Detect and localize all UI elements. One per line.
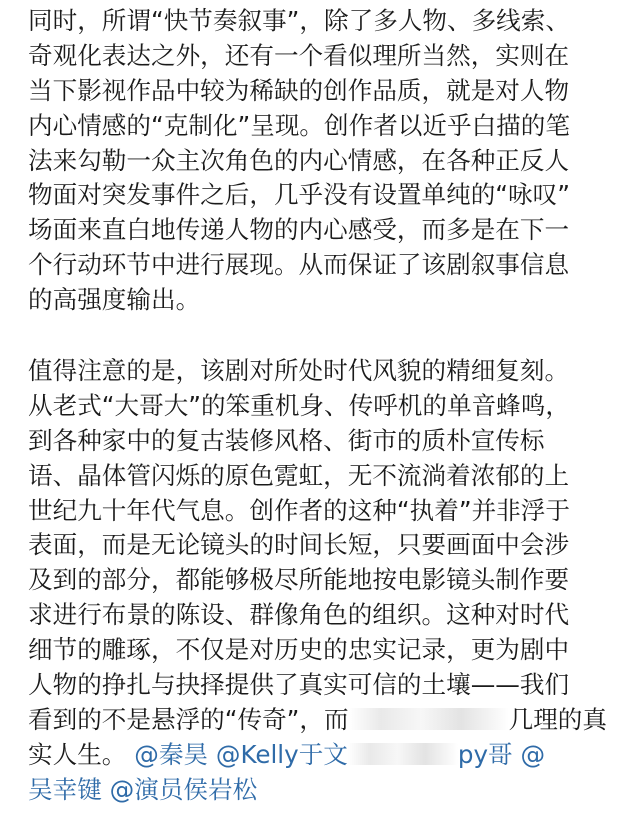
text-line: 到各种家中的复古装修风格、街市的质朴宣传标 [28,425,545,455]
text-line: 细节的雕琢，不仅是对历史的忠实记录，更为剧中 [28,635,570,665]
text-fragment: 实人生。 [28,739,127,769]
paragraph-2 [28,354,616,808]
text-line-with-blur [28,703,616,738]
text-line: 物面对突发事件之后，几乎没有设置单纯的“咏叹” [28,180,570,210]
text-line: 表面，而是无论镜头的时间长短，只要画面中会涉 [28,530,570,560]
text-line: 的高强度输出。 [28,285,201,315]
mention-line [28,773,616,808]
post-body [28,4,616,808]
text-fragment: 看到的不是悬浮的“传奇”，而 [28,704,349,734]
paragraph-1 [28,4,616,318]
text-line: 同时，所谓“快节奏叙事”，除了多人物、多线索、 [28,6,570,35]
text-line: 场面来直白地传递人物的内心感受，而多是在下一 [28,215,570,245]
text-line: 求进行布景的陈设、群像角色的组织。这种对时代 [28,600,570,630]
text-line: 从老式“大哥大”的笨重机身、传呼机的单音蜂鸣， [28,390,570,420]
mention-link-qinhao[interactable]: @秦昊 [134,739,209,769]
mention-link-wuxingjian[interactable]: 吴幸键 [28,774,102,804]
text-line: 语、晶体管闪烁的原色霓虹，无不流淌着浓郁的上 [28,460,570,490]
text-line: 内心情感的“克制化”呈现。创作者以近乎白描的笔 [28,110,570,140]
mention-line [28,738,616,773]
text-line: 及到的部分，都能够极尽所能地按电影镜头制作要 [28,565,570,595]
blurred-region [349,708,509,730]
text-line: 人物的挣扎与抉择提供了真实可信的土壤——我们 [28,670,570,700]
text-line: 当下影视作品中较为稀缺的创作品质，就是对人物 [28,75,570,105]
mention-link-py[interactable]: py哥 [457,739,513,769]
text-line: 个行动环节中进行展现。从而保证了该剧叙事信息 [28,250,570,280]
blurred-region [348,743,458,765]
text-line: 值得注意的是，该剧对所处时代风貌的精细复刻。 [28,356,570,386]
mention-link-kelly[interactable]: @Kelly于文 [215,739,348,769]
text-line: 法来勾勒一众主次角色的内心情感，在各种正反人 [28,145,570,175]
text-line: 世纪九十年代气息。创作者的这种“执着”并非浮于 [28,495,570,525]
paragraph-gap [28,318,616,354]
text-line: 奇观化表达之外，还有一个看似理所当然，实则在 [28,40,570,70]
mention-link-houyansong[interactable]: @演员侯岩松 [109,774,258,804]
mention-at-sign[interactable]: @ [520,739,546,769]
text-fragment: 几理的真 [508,704,607,734]
